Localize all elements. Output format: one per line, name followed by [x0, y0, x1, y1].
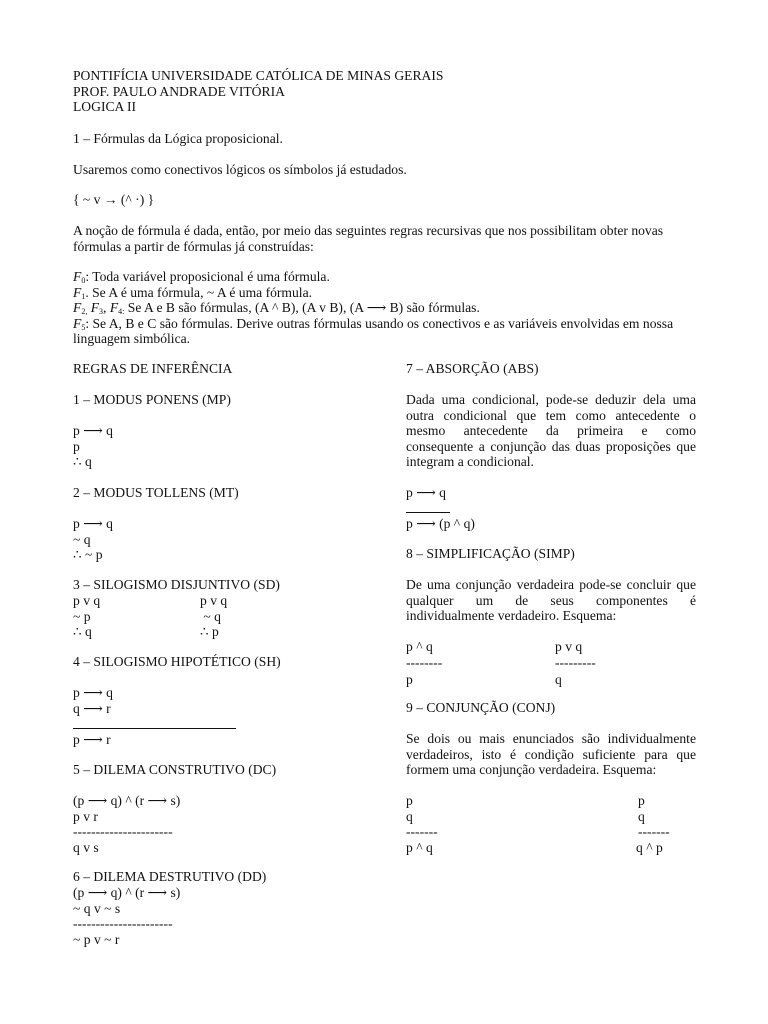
- description-line: consequente a conjunção das duas proposições que: [406, 438, 696, 454]
- rule-f1: $F_1$. Se A é uma fórmula, ~ A é uma fórmula.: [73, 284, 313, 301]
- hypothetical-syllogism-title: 4 – SILOGISMO HIPOTÉTICO (SH): [73, 654, 281, 669]
- description-line: individualmente verdadeiro. Esquema:: [406, 608, 617, 624]
- dashed-divider: ----------------------: [73, 824, 173, 840]
- premise-line: q: [406, 808, 413, 824]
- dashed-divider: -------: [638, 824, 670, 840]
- premise-line: q: [638, 808, 645, 824]
- premise-line: p ⟶ q: [73, 685, 113, 700]
- conclusion-line: ∴ q: [73, 624, 92, 640]
- conjunction-description: [406, 731, 696, 778]
- premise-line: p ⟶ q: [73, 516, 113, 531]
- section-title: 1 – Fórmulas da Lógica proposicional.: [73, 131, 283, 146]
- premise-line: ~ q: [73, 531, 91, 547]
- premise-line: (p ⟶ q) ^ (r ⟶ s): [73, 793, 181, 808]
- description-line: formem uma conjunção verdadeira. Esquema:: [406, 762, 657, 778]
- conclusion-line: ~ p v ~ r: [73, 931, 120, 947]
- modus-ponens-scheme: [73, 423, 113, 470]
- description-line: outra condicional que tem como antecedente o: [406, 407, 696, 423]
- premise-line: p ^ q: [406, 639, 433, 654]
- dashed-divider: ----------------------: [73, 916, 173, 932]
- hypothetical-syllogism-scheme: [73, 685, 113, 716]
- intro-paragraph: Usaremos como conectivos lógicos os símbolos já estudados.: [73, 162, 407, 177]
- inference-rules-heading: REGRAS DE INFERÊNCIA: [73, 361, 233, 376]
- formula-intro: [73, 223, 695, 254]
- formation-rules: [73, 269, 697, 347]
- conjunction-scheme-1: [406, 793, 438, 855]
- premise-line: q ⟶ r: [73, 700, 111, 716]
- disjunctive-syllogism-title: 3 – SILOGISMO DISJUNTIVO (SD): [73, 577, 280, 592]
- premise-line: p v q: [555, 639, 583, 654]
- university-name: PONTIFÍCIA UNIVERSIDADE CATÓLICA DE MINAS GERAIS: [73, 68, 444, 83]
- premise-line: p: [406, 793, 413, 808]
- modus-tollens-scheme: [73, 516, 113, 563]
- conjunction-title: 9 – CONJUNÇÃO (CONJ): [406, 700, 556, 715]
- modus-ponens-title: 1 – MODUS PONENS (MP): [73, 392, 231, 407]
- conclusion-line: ∴ p: [200, 624, 219, 640]
- conclusion-line: ∴ ~ p: [73, 547, 103, 563]
- description-line: Dada uma condicional, pode-se deduzir dela uma: [406, 392, 696, 407]
- absorption-premise: p ⟶ q: [406, 485, 446, 500]
- description-line: qualquer um de seus componentes é: [406, 592, 696, 608]
- connectives-set: { ~ v → (^ ·) }: [73, 192, 155, 207]
- rule-f0: $F_0$: Toda variável proposicional é uma fórmula.: [73, 269, 330, 285]
- formula-intro-line: fórmulas a partir de fórmulas já construídas:: [73, 238, 314, 254]
- destructive-dilemma-scheme: [73, 885, 180, 947]
- conclusion-divider: [73, 728, 236, 729]
- constructive-dilemma-scheme: [73, 793, 180, 855]
- conjunction-scheme-2: [638, 793, 670, 855]
- description-line: integram a condicional.: [406, 454, 534, 470]
- conclusion-line: ∴ q: [73, 454, 92, 470]
- conclusion-line: p: [406, 672, 413, 688]
- simplification-scheme-2: [555, 639, 596, 688]
- conclusion-divider: [406, 512, 450, 513]
- absorption-description: [406, 392, 696, 470]
- premise-line: p v q: [200, 593, 228, 608]
- course-name: LOGICA II: [73, 99, 137, 115]
- document-header: [73, 68, 443, 115]
- premise-line: ~ q v ~ s: [73, 900, 121, 916]
- description-line: verdadeiros, isto é condição suficiente para que: [406, 746, 696, 762]
- conclusion-line: q: [555, 672, 562, 688]
- simplification-description: [406, 577, 696, 624]
- description-line: De uma conjunção verdadeira pode-se concluir que: [406, 577, 696, 592]
- premise-line: p v r: [73, 808, 98, 824]
- premise-line: ~ q: [200, 608, 221, 624]
- dashed-divider: --------: [406, 654, 443, 670]
- premise-line: p: [73, 438, 80, 454]
- absorption-conclusion: p ⟶ (p ^ q): [406, 516, 475, 531]
- conclusion-line: q v s: [73, 839, 99, 855]
- rule-f2-f3-f4: $F_{2,}$ $F_3$, $F_{4:}$ Se A e B são fórmulas, (A ^ B), (A v B), (A ⟶ B) são fórmulas.: [73, 300, 480, 317]
- destructive-dilemma-title: 6 – DILEMA DESTRUTIVO (DD): [73, 869, 267, 884]
- simplification-title: 8 – SIMPLIFICAÇÃO (SIMP): [406, 546, 575, 561]
- absorption-title: 7 – ABSORÇÃO (ABS): [406, 361, 539, 376]
- conclusion-line: p ^ q: [406, 839, 433, 855]
- premise-line: p ⟶ q: [73, 423, 113, 438]
- rule-f5: $F_5$: Se A, B e C são fórmulas. Derive outras fórmulas usando os conectivos e as variáveis envolvidas em nossa: [73, 315, 674, 332]
- disjunctive-syllogism-scheme-2: [200, 593, 227, 640]
- simplification-scheme-1: [406, 639, 442, 688]
- description-line: Se dois ou mais enunciados são individualmente: [406, 731, 696, 746]
- rule-f5-continued: linguagem simbólica.: [73, 331, 191, 347]
- premise-line: p: [638, 793, 645, 808]
- premise-line: p v q: [73, 593, 101, 608]
- conclusion-line: q ^ p: [636, 839, 663, 855]
- dashed-divider: -------: [406, 824, 438, 840]
- premise-line: (p ⟶ q) ^ (r ⟶ s): [73, 885, 181, 900]
- dashed-divider: ---------: [555, 654, 596, 670]
- modus-tollens-title: 2 – MODUS TOLLENS (MT): [73, 485, 239, 500]
- conclusion-line: p ⟶ r: [73, 732, 111, 747]
- premise-line: ~ p: [73, 608, 91, 624]
- description-line: mesmo antecedente da primeira e como: [406, 423, 696, 439]
- professor-name: PROF. PAULO ANDRADE VITÓRIA: [73, 83, 285, 99]
- disjunctive-syllogism-scheme-1: [73, 593, 100, 640]
- formula-intro-line: A noção de fórmula é dada, então, por meio das seguintes regras recursivas que nos possibilitam obter novas: [73, 223, 664, 238]
- constructive-dilemma-title: 5 – DILEMA CONSTRUTIVO (DC): [73, 762, 277, 777]
